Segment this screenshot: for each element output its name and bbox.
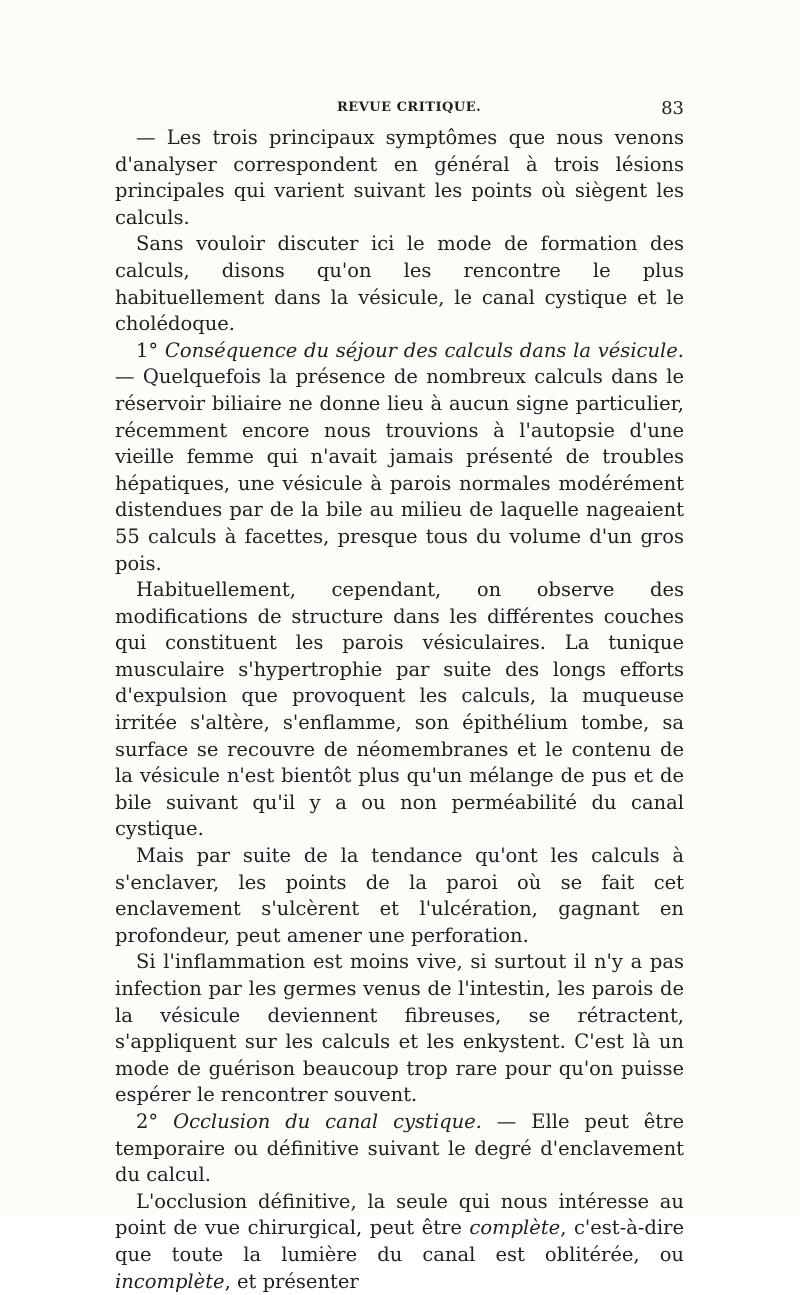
paragraph	[115, 577, 684, 843]
paragraph-text: Mais par suite de la tendance qu'ont les calculs à s'enclaver, les points de la paroi où se fait cet enclavement s'ulcèrent et l'ulcération, gagnant en profondeur, peut amener une perforation.	[115, 844, 684, 947]
paragraph	[115, 843, 684, 949]
paragraph-text: — Elle peut être temporaire ou définitive suivant le degré d'enclavement du calcul.	[115, 1109, 685, 1187]
paragraph	[115, 949, 684, 1109]
paragraph-text: L'occlusion définitive, la seule qui nous intéresse au point de vue chirurgical, peut être	[115, 1189, 684, 1240]
italic-text: complète	[469, 1216, 561, 1240]
paragraph	[115, 1109, 684, 1189]
paragraph	[115, 231, 684, 337]
paragraph-text: , et présenter	[224, 1269, 359, 1293]
paragraph	[115, 125, 684, 231]
italic-text: incomplète	[115, 1269, 225, 1293]
italic-text: Conséquence du séjour des calculs dans la vésicule.	[164, 338, 685, 362]
paragraph	[115, 1189, 684, 1295]
paragraph-text: Sans vouloir discuter ici le mode de formation des calculs, disons qu'on les rencontre le plus habituellement dans la vésicule, le canal cystique et le cholédoque.	[115, 232, 684, 336]
running-title: REVUE CRITIQUE.	[337, 100, 482, 115]
paragraph-text: , c'est-à-dire que toute la lumière du canal est oblitérée, ou	[115, 1216, 684, 1266]
italic-text: Occlusion du canal cystique.	[173, 1109, 482, 1133]
body-text	[115, 125, 684, 1295]
paragraph-text: 2°	[136, 1109, 174, 1133]
paragraph-text: Habituellement, cependant, on observe des modifications de structure dans les différentes couches qui constituent les parois vésiculaires. La tunique musculaire s'hypertrophie par suite des longs efforts d'expulsion que provoquent les calculs, la muqueuse irritée s'altère, s'enflamme, son épithélium tombe, sa surface se recouvre de néomembranes et le contenu de la vésicule n'est bientôt plus qu'un mélange de pus et de bile suivant qu'il y a ou non perméabilité du canal cystique.	[115, 578, 684, 841]
paragraph-text: Si l'inflammation est moins vive, si surtout il n'y a pas infection par les germes venus de l'intestin, les parois de la vésicule deviennent fibreuses, se rétractent, s'appliquent sur les calculs et les enkystent. C'est là un mode de guérison beaucoup trop rare pour qu'on puisse espérer le rencontrer souvent.	[115, 950, 684, 1107]
paragraph	[115, 338, 684, 577]
paragraph-text: — Les trois principaux symptômes que nous venons d'analyser correspondent en général à trois lésions principales qui varient suivant les points où siègent les calculs.	[115, 126, 684, 229]
paragraph-text: 1°	[136, 338, 165, 362]
page-header	[115, 98, 684, 122]
page-number: 83	[661, 98, 684, 119]
paragraph-text: — Quelquefois la présence de nombreux calculs dans le réservoir biliaire ne donne lieu à aucun signe particulier, récemment encore nous trouvions à l'autopsie d'une vieille femme qui n'avait jamais présenté de troubles hépatiques, une vésicule à parois normales modérément distendues par de la bile au milieu de laquelle nageaient 55 calculs à facettes, presque tous du volume d'un gros pois.	[115, 365, 684, 575]
